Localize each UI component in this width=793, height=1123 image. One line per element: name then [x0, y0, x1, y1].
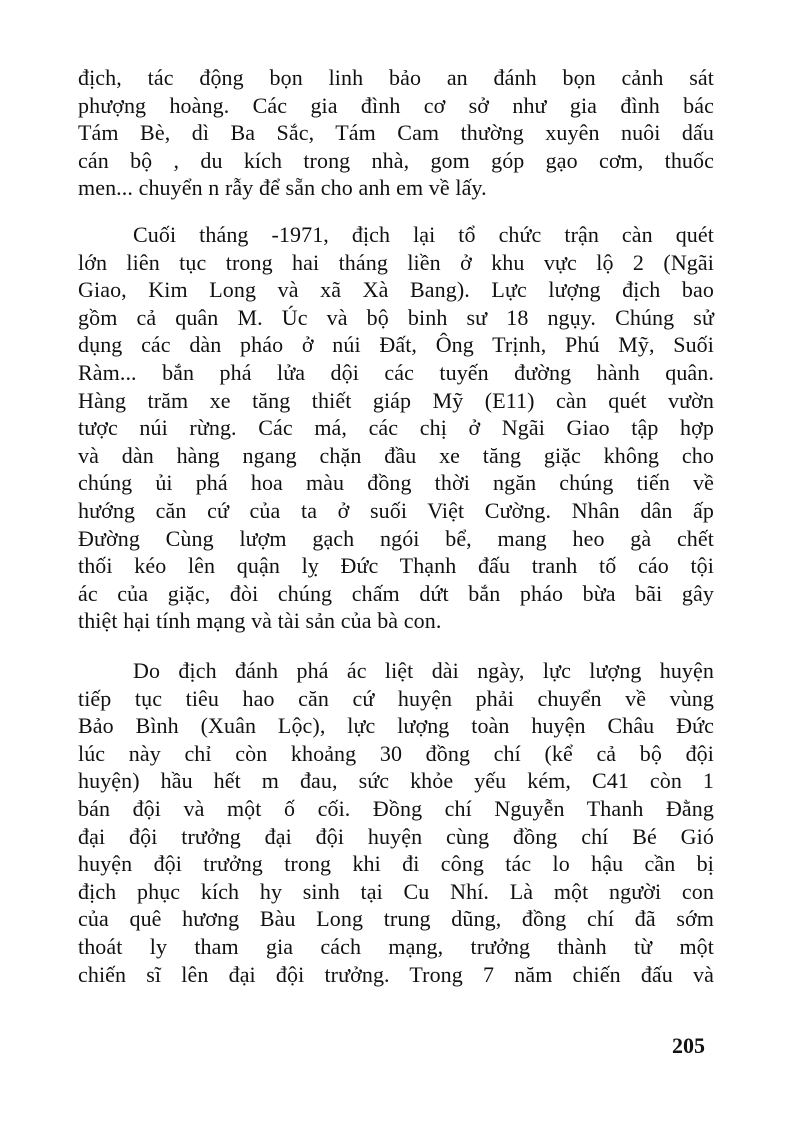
text-line: Giao, Kim Long và xã Xà Bang). Lực lượng địch bao [78, 277, 714, 303]
text-line: lớn liên tục trong hai tháng liền ở khu vực lộ 2 (Ngãi [78, 249, 714, 275]
text-line: hướng căn cứ của ta ở suối Việt Cường. Nhân dân ấp [78, 497, 714, 523]
text-line: Hàng trăm xe tăng thiết giáp Mỹ (E11) càn quét vườn [78, 387, 714, 413]
paragraph-1 [78, 64, 714, 202]
text-line: lúc này chỉ còn khoảng 30 đồng chí (kể cả bộ đội [78, 740, 714, 766]
paragraph-2 [78, 221, 714, 635]
text-line: chiến sĩ lên đại đội trưởng. Trong 7 năm chiến đấu và [78, 961, 714, 987]
paragraph-3 [78, 657, 714, 988]
text-line: địch phục kích hy sinh tại Cu Nhí. Là một người con [78, 878, 714, 904]
text-line: huyện) hầu hết m đau, sức khỏe yếu kém, C41 còn 1 [78, 768, 714, 794]
text-line: men... chuyển n rẫy để sẵn cho anh em về lấy. [78, 175, 487, 201]
text-line: địch, tác động bọn linh bảo an đánh bọn cảnh sát [78, 65, 714, 90]
text-line: bán đội và một ố cối. Đồng chí Nguyễn Thanh Đằng [78, 795, 714, 821]
text-line: gồm cả quân M. Úc và bộ binh sư 18 ngụy. Chúng sử [78, 304, 714, 330]
text-line: thoát ly tham gia cách mạng, trưởng thành từ một [78, 933, 714, 959]
text-line: Cuối tháng -1971, địch lại tổ chức trận càn quét [133, 222, 714, 247]
text-line: Tám Bè, dì Ba Sắc, Tám Cam thường xuyên nuôi dấu [78, 120, 714, 146]
text-line: thiệt hại tính mạng và tài sản của bà con. [78, 608, 442, 634]
text-line: của quê hương Bàu Long trung dũng, đồng chí đã sớm [78, 906, 714, 932]
text-line: Đường Cùng lượm gạch ngói bể, mang heo gà chết [78, 525, 714, 551]
text-line: tiếp tục tiêu hao căn cứ huyện phải chuyển về vùng [78, 685, 714, 711]
text-line: và dàn hàng ngang chặn đầu xe tăng giặc không cho [78, 442, 714, 468]
text-line: tược núi rừng. Các má, các chị ở Ngãi Giao tập hợp [78, 415, 714, 441]
text-line: phượng hoàng. Các gia đình cơ sở như gia đình bác [78, 92, 714, 118]
text-line: thối kéo lên quận lỵ Đức Thạnh đấu tranh tố cáo tội [78, 553, 714, 579]
text-line: dụng các dàn pháo ở núi Đất, Ông Trịnh, Phú Mỹ, Suối [78, 332, 714, 358]
text-line: Do địch đánh phá ác liệt dài ngày, lực lượng huyện [133, 658, 714, 683]
text-line: đại đội trưởng đại đội huyện cùng đồng chí Bé Gió [78, 823, 714, 849]
text-line: Bảo Bình (Xuân Lộc), lực lượng toàn huyện Châu Đức [78, 713, 714, 739]
text-line: Ràm... bắn phá lửa dội các tuyến đường hành quân. [78, 359, 714, 385]
page-number: 205 [672, 1033, 705, 1058]
text-line: chúng ủi phá hoa màu đồng thời ngăn chúng tiến về [78, 470, 714, 496]
text-line: cán bộ , du kích trong nhà, gom góp gạo cơm, thuốc [78, 147, 714, 173]
text-line: ác của giặc, đòi chúng chấm dứt bắn pháo bừa bãi gây [78, 580, 714, 606]
text-line: huyện đội trưởng trong khi đi công tác lo hậu cần bị [78, 851, 714, 877]
